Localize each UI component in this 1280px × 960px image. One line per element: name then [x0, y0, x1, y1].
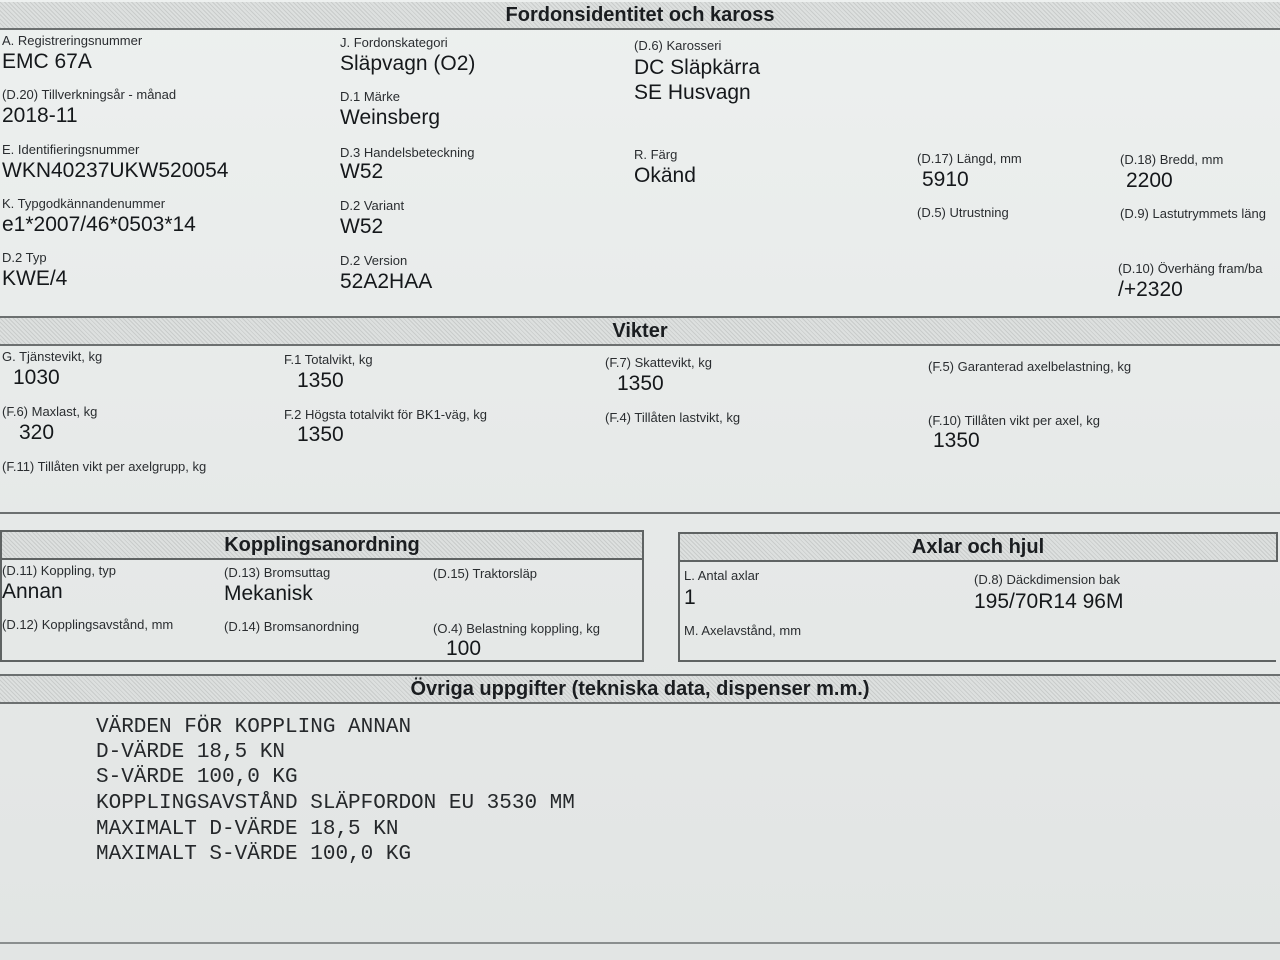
bk1-weight-label: F.2 Högsta totalvikt för BK1-väg, kg: [284, 407, 488, 422]
type-approval-value: e1*2007/46*0503*14: [2, 213, 196, 236]
body-value-2: SE Husvagn: [634, 81, 751, 104]
variant-value: W52: [340, 215, 384, 238]
other-line: D-VÄRDE 18,5 KN: [96, 741, 286, 764]
overhang-value: /+2320: [1118, 278, 1183, 301]
axle-distance-label: M. Axelavstånd, mm: [684, 623, 802, 638]
manufacture-date-label: (D.20) Tillverkningsår - månad: [2, 87, 177, 102]
section-header-weights: Vikter: [0, 316, 1280, 346]
reg-number-label: A. Registreringsnummer: [2, 33, 143, 48]
coupling-type-label: (D.11) Koppling, typ: [2, 563, 116, 578]
cargo-length-label: (D.9) Lastutrymmets läng: [1120, 206, 1266, 221]
brake-arrangement-label: (D.14) Bromsanordning: [224, 619, 360, 634]
reg-number-value: EMC 67A: [2, 50, 92, 73]
make-value: Weinsberg: [340, 106, 440, 129]
tire-dimension-label: (D.8) Däckdimension bak: [974, 572, 1120, 587]
tax-weight-label: (F.7) Skattevikt, kg: [605, 355, 712, 370]
variant-label: D.2 Variant: [340, 198, 405, 213]
width-value: 2200: [1126, 169, 1173, 192]
other-line: MAXIMALT D-VÄRDE 18,5 KN: [96, 818, 399, 841]
vehicle-category-label: J. Fordonskategori: [340, 35, 448, 50]
trade-name-label: D.3 Handelsbeteckning: [340, 145, 475, 160]
total-weight-label: F.1 Totalvikt, kg: [284, 352, 373, 367]
max-load-label: (F.6) Maxlast, kg: [2, 404, 98, 419]
other-line: VÄRDEN FÖR KOPPLING ANNAN: [96, 716, 412, 739]
coupling-load-label: (O.4) Belastning koppling, kg: [433, 621, 600, 636]
vehicle-type-value: KWE/4: [2, 267, 68, 290]
coupling-distance-label: (D.12) Kopplingsavstånd, mm: [2, 617, 174, 632]
other-line: MAXIMALT S-VÄRDE 100,0 KG: [96, 843, 412, 866]
brake-outlet-value: Mekanisk: [224, 582, 313, 605]
section-header-axles: Axlar och hjul: [678, 532, 1278, 562]
length-value: 5910: [922, 168, 969, 191]
per-axle-weight-value: 1350: [933, 429, 980, 452]
service-weight-label: G. Tjänstevikt, kg: [2, 349, 103, 364]
coupling-load-value: 100: [446, 637, 482, 660]
tax-weight-value: 1350: [617, 372, 664, 395]
body-label: (D.6) Karosseri: [634, 38, 722, 53]
coupling-type-value: Annan: [2, 580, 63, 603]
overhang-label: (D.10) Överhäng fram/ba: [1118, 261, 1263, 276]
bottom-divider: [0, 942, 1280, 944]
vin-label: E. Identifieringsnummer: [2, 142, 140, 157]
section-header-other: Övriga uppgifter (tekniska data, dispenser m.m.): [0, 674, 1280, 704]
version-label: D.2 Version: [340, 253, 408, 268]
other-line: S-VÄRDE 100,0 KG: [96, 766, 298, 789]
axle-guarantee-label: (F.5) Garanterad axelbelastning, kg: [928, 359, 1132, 374]
make-label: D.1 Märke: [340, 89, 400, 104]
per-axle-weight-label: (F.10) Tillåten vikt per axel, kg: [928, 413, 1100, 428]
axle-count-label: L. Antal axlar: [684, 568, 760, 583]
axle-group-weight-label: (F.11) Tillåten vikt per axelgrupp, kg: [2, 459, 207, 474]
brake-outlet-label: (D.13) Bromsuttag: [224, 565, 331, 580]
section-header-coupling: Kopplingsanordning: [0, 530, 644, 560]
type-approval-label: K. Typgodkännandenummer: [2, 196, 166, 211]
tire-dimension-value: 195/70R14 96M: [974, 590, 1124, 613]
length-label: (D.17) Längd, mm: [917, 151, 1022, 166]
bk1-weight-value: 1350: [297, 423, 344, 446]
trade-name-value: W52: [340, 160, 384, 183]
total-weight-value: 1350: [297, 369, 344, 392]
vehicle-type-label: D.2 Typ: [2, 250, 47, 265]
divider-line: [0, 512, 1280, 514]
other-line: KOPPLINGSAVSTÅND SLÄPFORDON EU 3530 MM: [96, 792, 575, 815]
service-weight-value: 1030: [13, 366, 60, 389]
equipment-label: (D.5) Utrustning: [917, 205, 1009, 220]
section-header-identity: Fordonsidentitet och kaross: [0, 2, 1280, 30]
color-label: R. Färg: [634, 147, 678, 162]
vehicle-category-value: Släpvagn (O2): [340, 52, 476, 75]
color-value: Okänd: [634, 164, 696, 187]
vin-value: WKN40237UKW520054: [2, 159, 229, 182]
version-value: 52A2HAA: [340, 270, 433, 293]
max-load-value: 320: [19, 421, 55, 444]
tractor-trailer-label: (D.15) Traktorsläp: [433, 566, 538, 581]
axle-count-value: 1: [684, 586, 696, 609]
width-label: (D.18) Bredd, mm: [1120, 152, 1224, 167]
allowed-load-label: (F.4) Tillåten lastvikt, kg: [605, 410, 741, 425]
body-value-1: DC Släpkärra: [634, 56, 761, 79]
manufacture-date-value: 2018-11: [2, 104, 78, 127]
